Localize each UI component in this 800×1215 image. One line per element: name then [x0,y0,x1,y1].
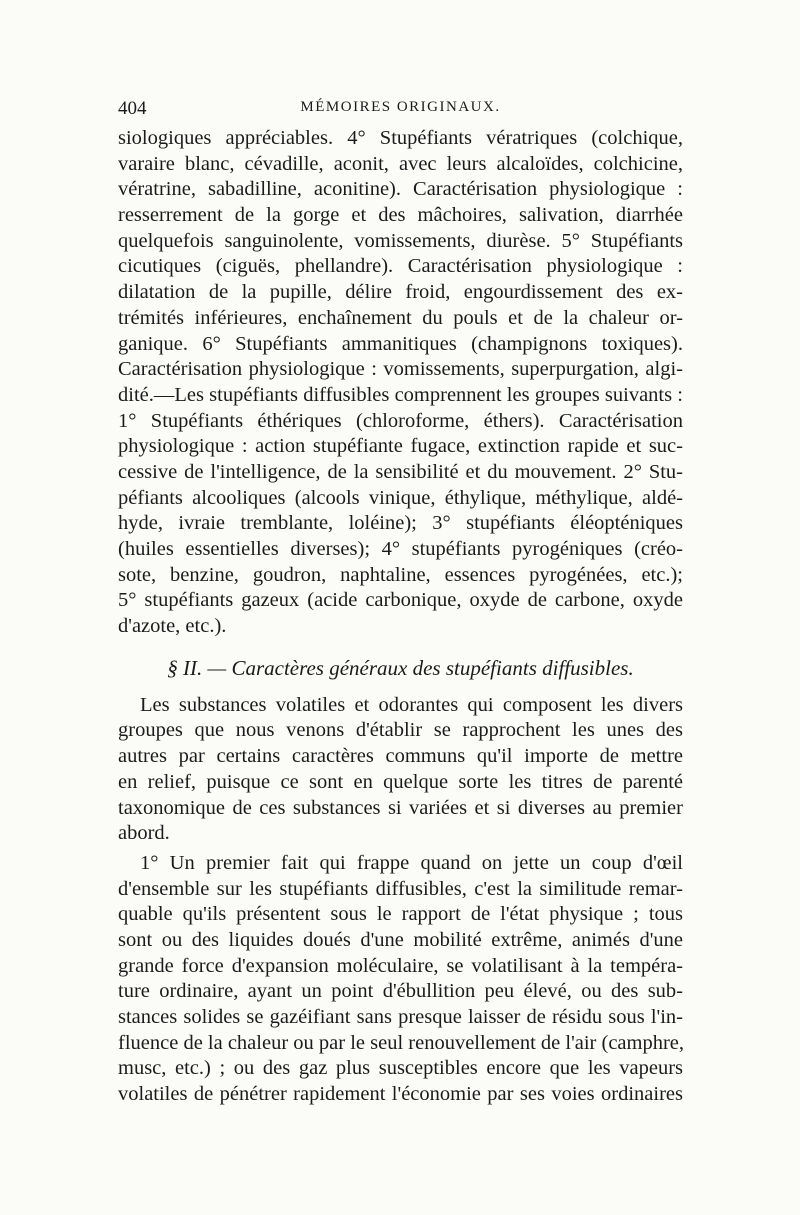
text-line: autres par certains caractères communs qu'il importe de mettre [118,745,683,768]
text-line: siologiques appréciables. 4° Stupéfiants vératriques (colchique, [118,127,683,149]
text-line: musc, etc.) ; ou des gaz plus susceptibles encore que les vapeurs [118,1057,683,1080]
text-line: 1° Stupéfiants éthériques (chloroforme, éthers). Caractérisation [118,409,683,432]
text-line: 1° Un premier fait qui frappe quand on jette un coup d'œil [140,851,683,874]
text-line: grande force d'expansion moléculaire, se volatilisant à la tempéra- [118,954,683,977]
text-line: stances solides se gazéifiant sans presque laisser de résidu sous l'in- [118,1006,683,1028]
text-line: d'ensemble sur les stupéfiants diffusibles, c'est la similitude remar- [118,877,683,900]
text-line: quable qu'ils présentent sous le rapport de l'état physique ; tous [118,903,683,926]
page-body [118,126,683,1108]
text-line: péfiants alcooliques (alcools vinique, éthylique, méthylique, aldé- [118,486,683,509]
text-line: ganique. 6° Stupéfiants ammanitiques (champignons toxiques). [118,332,683,355]
text-line: (huiles essentielles diverses); 4° stupéfiants pyrogéniques (créo- [118,538,683,560]
text-line: cessive de l'intelligence, de la sensibilité et du mouvement. 2° Stu- [118,460,683,483]
text-line: fluence de la chaleur ou par le seul renouvellement de l'air (camphre, [118,1031,685,1054]
text-line: Les substances volatiles et odorantes qui composent les divers [140,693,683,716]
text-line: hyde, ivraie tremblante, loléine); 3° stupéfiants éléopténiques [118,512,683,535]
text-line: abord. [118,822,170,845]
page-number: 404 [118,98,147,119]
text-line: dilatation de la pupille, délire froid, engourdissement des ex- [118,281,683,304]
text-line: trémités inférieures, enchaînement du pouls et de la chaleur or- [118,306,683,329]
section-heading: § II. — Caractères généraux des stupéfiants diffusibles. [167,655,634,680]
text-line: d'azote, etc.). [118,615,227,638]
text-line: resserrement de la gorge et des mâchoires, salivation, diarrhée [118,204,683,227]
text-line: ture ordinaire, ayant un point d'ébullition peu élevé, ou des sub- [118,980,683,1003]
text-line: vératrine, sabadilline, aconitine). Caractérisation physiologique : [118,178,683,201]
text-line: sote, benzine, goudron, naphtaline, essences pyrogénées, etc.); [118,563,683,586]
running-head: MÉMOIRES ORIGINAUX. [300,99,501,115]
text-line: cicutiques (ciguës, phellandre). Caractérisation physiologique : [118,255,683,278]
page-header [118,98,683,124]
text-line: dité.—Les stupéfiants diffusibles comprennent les groupes suivants : [118,383,683,406]
text-line: physiologique : action stupéfiante fugace, extinction rapide et suc- [118,435,683,458]
text-line: Caractérisation physiologique : vomissements, superpurgation, algi- [118,358,683,381]
text-line: en relief, puisque ce sont en quelque sorte les titres de parenté [118,770,683,793]
text-line: 5° stupéfiants gazeux (acide carbonique, oxyde de carbone, oxyde [118,589,683,612]
text-line: groupes que nous venons d'établir se rapprochent les unes des [118,719,683,742]
text-line: varaire blanc, cévadille, aconit, avec leurs alcaloïdes, colchicine, [118,152,683,175]
text-line: volatiles de pénétrer rapidement l'économie par ses voies ordinaires [118,1083,683,1106]
text-line: quelquefois sanguinolente, vomissements, diurèse. 5° Stupéfiants [118,229,683,252]
text-line: taxonomique de ces substances si variées et si diverses au premier [118,796,683,819]
text-line: sont ou des liquides doués d'une mobilité extrême, animés d'une [118,928,683,951]
